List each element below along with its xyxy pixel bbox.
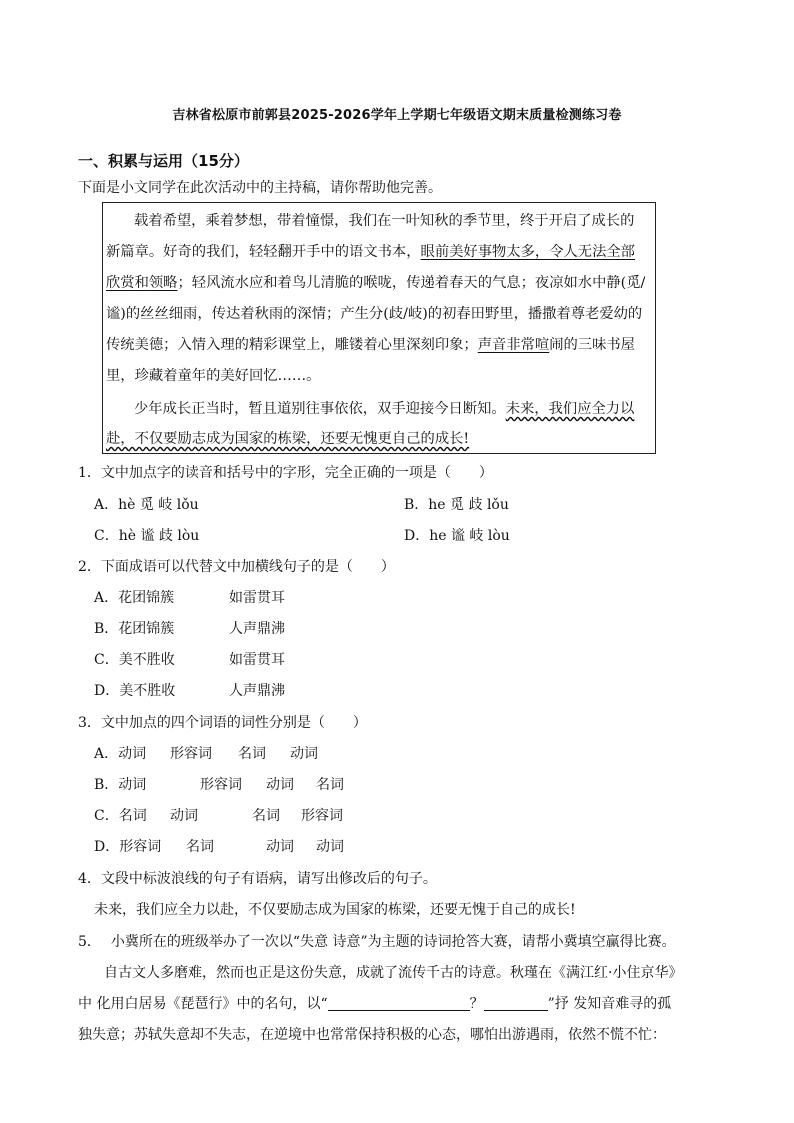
option-text: B．花团锦簇 [94,621,175,637]
option-text: 名词 [252,808,280,824]
q1-stem: 1．文中加点字的读音和括号中的字形，完全正确的一项是（ ） [78,465,493,481]
option-text: 人声鼎沸 [229,683,285,699]
answer-blank-2[interactable] [484,996,548,1011]
option-text: 名词 [316,777,344,793]
passage-line-8 [106,428,469,448]
section-heading: 一、积累与运用（15分） [78,152,249,170]
option-text: 名词 [186,839,214,855]
passage-line-4: 谧)的丝丝细雨，传达着秋雨的深情；产生分(歧/岐)的初春田野里，播撒着尊老爱幼的 [106,306,643,322]
q5-stem [78,931,676,951]
q3-option-c[interactable] [94,805,343,825]
option-text: 动词 [170,808,198,824]
passage-text: 闹的三味书屋 [549,337,635,353]
option-text: 人声鼎沸 [229,621,285,637]
passage-text: ；轻风流水应和着鸟儿清脆的喉咙，传递着春天的气息；夜凉如水中静(觅/ [177,275,646,291]
passage-line-2 [106,241,635,261]
passage-line-6: 里，珍藏着童年的美好回忆……。 [106,368,321,384]
option-text: B．动词 [94,777,147,793]
passage-text: 新篇章。好奇的我们，轻轻翻开手中的语文书本， [106,244,421,260]
passage-line-1: 载着希望，乘着梦想，带着憧憬，我们在一叶知秋的季节里，终于开启了成长的 [134,213,635,229]
option-text: D．美不胜收 [94,683,176,699]
q3-option-a[interactable] [94,743,318,763]
option-text: 动词 [266,839,294,855]
wavy-sentence-end: 赴，不仅要励志成为国家的栋梁，还要无愧更自己的成长! [106,431,470,447]
option-text: A．动词 [94,746,147,762]
passage-text: 传统美德；入情入理的精彩课堂上，雕镂着心里深刻印象； [106,337,478,353]
q5-paragraph-line-2 [78,993,671,1013]
passage-line-7 [134,398,634,418]
q5-paragraph-line-3: 独失意；苏轼失意却不失志，在逆境中也常常保持积极的心态，哪怕出游遇雨，依然不慌不忙： [78,1027,666,1043]
q3-option-d[interactable] [94,836,344,856]
q2-option-d[interactable] [94,680,285,700]
option-text: C．名词 [94,808,147,824]
section-intro: 下面是小文同学在此次活动中的主持稿，请你帮助他完善。 [78,180,442,196]
passage-line-5 [106,334,635,354]
option-text: 如雷贯耳 [229,590,285,606]
underlined-sentence-end: 欣赏和领略 [106,275,178,291]
paragraph-text: ？ [469,996,484,1012]
passage-line-3 [106,272,645,292]
option-text: 动词 [266,777,294,793]
passage-box [102,202,656,454]
underlined-sentence: 眼前美好事物太多，令人无法全部 [420,244,635,260]
q2-stem: 2．下面成语可以代替文中加横线句子的是（ ） [78,559,395,575]
q2-option-b[interactable] [94,618,285,638]
paragraph-text: ”抒 发知音难寻的孤 [547,996,672,1012]
option-text: 动词 [316,839,344,855]
question-text: 小冀所在的班级举办了一次以“失意 诗意”为主题的诗词抢答大赛，请帮小冀填空赢得比赛。 [110,934,676,950]
q4-answer: 未来，我们应全力以赴，不仅要励志成为国家的栋梁，还要无愧于自己的成长! [94,902,576,918]
q1-option-c[interactable]: C．hè 谧 歧 lòu [94,528,200,544]
q1-option-d[interactable]: D．he 谧 岐 lòu [404,528,510,544]
answer-blank-1[interactable] [328,996,470,1011]
question-number: 5． [78,934,101,950]
option-text: C．美不胜收 [94,652,175,668]
underlined-phrase: 声音非常喧 [477,337,550,353]
q5-paragraph-line-1: 自古文人多磨难，然而也正是这份失意，成就了流传千古的诗意。秋瑾在《满江红·小住京华》 [104,965,683,981]
passage-text: 少年成长正当时，暂且道别往事依依，双手迎接今日断知。 [134,401,506,417]
exam-title: 吉林省松原市前郭县2025-2026学年上学期七年级语文期末质量检测练习卷 [172,108,622,123]
q1-option-a[interactable]: A．hè 觅 岐 lǒu [94,497,199,513]
option-text: 形容词 [170,746,212,762]
q2-option-a[interactable] [94,587,285,607]
q1-option-b[interactable]: B．he 觅 歧 lǒu [404,497,509,513]
option-text: 动词 [290,746,318,762]
paragraph-text: 中 化用白居易《琵琶行》中的名句，以“ [78,996,328,1012]
option-text: 形容词 [200,777,242,793]
option-text: 名词 [238,746,266,762]
option-text: A．花团锦簇 [94,590,175,606]
option-text: 形容词 [301,808,343,824]
q4-stem: 4．文段中标波浪线的句子有语病，请写出修改后的句子。 [78,871,437,887]
option-text: 如雷贯耳 [229,652,285,668]
option-text: D．形容词 [94,839,162,855]
q3-option-b[interactable] [94,774,344,794]
wavy-sentence: 未来，我们应全力以 [505,401,635,417]
q3-stem: 3．文中加点的四个词语的词性分别是（ ） [78,715,367,731]
q2-option-c[interactable] [94,649,285,669]
